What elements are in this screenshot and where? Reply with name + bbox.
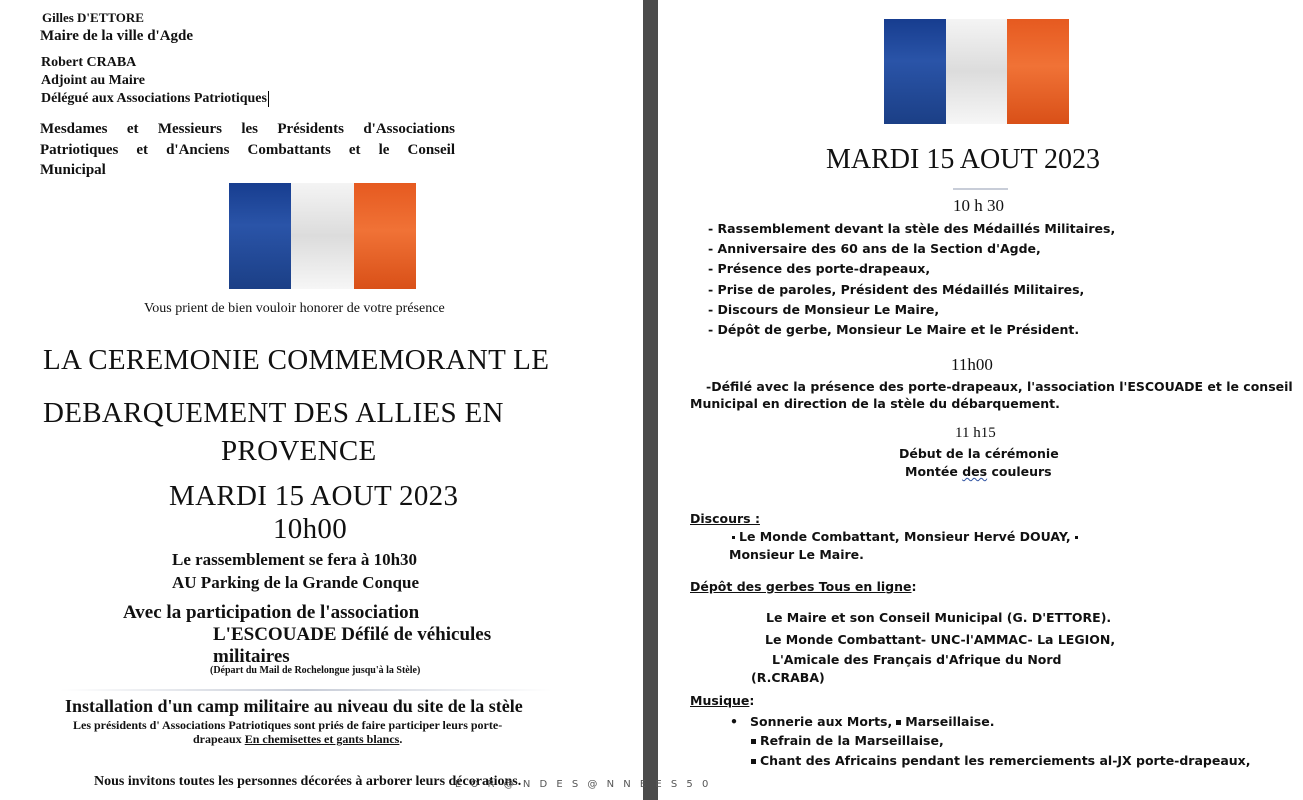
invitees-line-2: Patriotiques et d'Anciens Combattants et le Conseil <box>40 142 455 158</box>
heading-line-1: LA CEREMONIE COMMEMORANT LE <box>43 344 550 376</box>
defile-line-1: -Défilé avec la présence des porte-drapeaux, l'association l'ESCOUADE et le conseil <box>706 379 1293 394</box>
program-date: MARDI 15 AOUT 2023 <box>826 144 1101 175</box>
heading-line-3: PROVENCE <box>221 435 377 467</box>
ceremony-time: 10h00 <box>273 513 347 545</box>
french-flag-left <box>229 183 416 289</box>
program-item-6: - Dépôt de gerbe, Monsieur Le Maire et le Président. <box>708 322 1080 337</box>
signer1-name: Gilles D'ETTORE <box>42 10 144 25</box>
signer1-title: Maire de la ville d'Agde <box>40 28 194 44</box>
gerbes-line-2: Le Monde Combattant- UNC-l'AMMAC- La LEGION, <box>765 632 1116 647</box>
musique-heading: Musique: <box>690 693 755 708</box>
date-underline <box>953 188 1008 190</box>
gerbes-line-3: L'Amicale des Français d'Afrique du Nord <box>772 652 1062 667</box>
signer2-role: Délégué aux Associations Patriotiques <box>41 91 267 106</box>
defile-line-2: Municipal en direction de la stèle du débarquement. <box>690 396 1060 411</box>
program-item-4: - Prise de paroles, Président des Médaillés Militaires, <box>708 282 1085 297</box>
time-1030: 10 h 30 <box>953 196 1004 215</box>
participation-line-1: Avec la participation de l'association <box>123 602 420 623</box>
separator-line <box>60 689 552 691</box>
invitation-text: Vous prient de bien vouloir honorer de votre présence <box>144 301 445 316</box>
discours-line-1: Le Monde Combattant, Monsieur Hervé DOUAY, <box>728 529 1082 544</box>
program-item-2: - Anniversaire des 60 ans de la Section d'Agde, <box>708 241 1041 256</box>
time-1115: 11 h15 <box>955 425 996 441</box>
signer2-name: Robert CRABA <box>41 55 137 70</box>
gerbes-line-4: (R.CRABA) <box>751 670 825 685</box>
gerbes-line-1: Le Maire et son Conseil Municipal (G. D'ETTORE). <box>766 610 1112 625</box>
invitees-line-1: Mesdames et Messieurs les Présidents d'Associations <box>40 121 455 137</box>
french-flag-right <box>884 19 1069 124</box>
signer2-title: Adjoint au Maire <box>41 73 145 88</box>
gathering-place: AU Parking de la Grande Conque <box>172 573 419 592</box>
discours-line-2: Monsieur Le Maire. <box>729 547 864 562</box>
right-page <box>658 0 1303 800</box>
gerbes-heading: Dépôt des gerbes Tous en ligne: <box>690 579 917 594</box>
heading-line-2: DEBARQUEMENT DES ALLIES EN <box>43 397 504 429</box>
departure-note: (Départ du Mail de Rochelongue jusqu'à la Stèle) <box>210 665 421 676</box>
program-item-3: - Présence des porte-drapeaux, <box>708 261 931 276</box>
participation-line-3: militaires <box>213 646 290 667</box>
musique-line-2: Refrain de la Marseillaise, <box>751 733 944 748</box>
ceremony-start: Début de la cérémonie <box>899 446 1059 461</box>
ceremony-date: MARDI 15 AOUT 2023 <box>169 480 459 512</box>
musique-line-1: • Sonnerie aux Morts, Marseillaise. <box>730 714 995 729</box>
time-1100: 11h00 <box>951 355 993 374</box>
watermark: E O R @ N D E S @ N N E E S 5 0 <box>455 779 712 790</box>
left-page <box>0 0 643 800</box>
page-divider <box>643 0 658 800</box>
flag-raising: Montée des couleurs <box>905 464 1052 479</box>
presidents-notice-2: drapeaux En chemisettes et gants blancs. <box>193 732 403 746</box>
camp-notice: Installation d'un camp militaire au niveau du site de la stèle <box>65 696 523 716</box>
invitees-line-3: Municipal <box>40 162 106 178</box>
participation-line-2: L'ESCOUADE Défilé de véhicules <box>213 624 492 645</box>
discours-label: Discours : <box>690 511 760 526</box>
presidents-notice-1: Les présidents d' Associations Patriotiques sont priés de faire participer leurs porte- <box>73 718 503 732</box>
program-item-1: - Rassemblement devant la stèle des Médaillés Militaires, <box>708 221 1116 236</box>
program-item-5: - Discours de Monsieur Le Maire, <box>708 302 940 317</box>
gathering-time: Le rassemblement se fera à 10h30 <box>172 550 418 569</box>
musique-line-3: Chant des Africains pendant les remerciements al-JX porte-drapeaux, <box>751 753 1250 768</box>
decorations-notice: Nous invitons toutes les personnes décorées à arborer leurs décorations. <box>94 774 522 789</box>
